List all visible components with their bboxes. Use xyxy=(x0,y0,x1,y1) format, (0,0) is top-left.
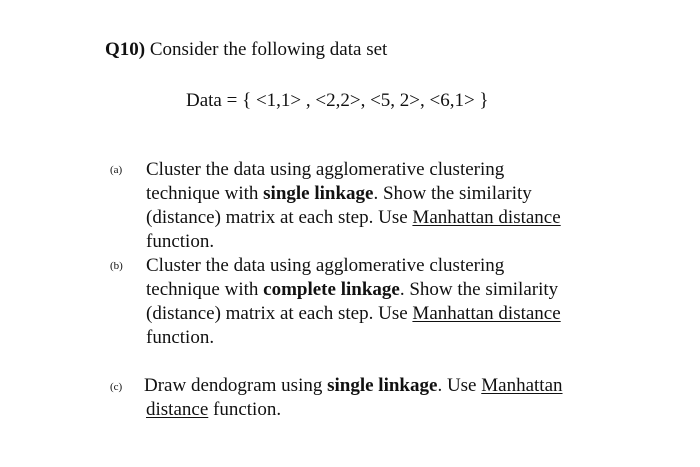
part-a-line-3-pre: (distance) matrix at each step. Use xyxy=(146,207,413,228)
part-b-bold-term: complete linkage xyxy=(263,279,400,300)
part-a xyxy=(110,158,561,254)
part-b-line-1: Cluster the data using agglomerative clustering xyxy=(146,255,505,276)
part-c-line-2 xyxy=(110,398,563,422)
part-b-line-4: function. xyxy=(146,327,215,348)
part-a-manhattan-distance: Manhattan distance xyxy=(412,207,561,228)
part-c xyxy=(110,374,563,422)
part-a-line-2-pre: technique with xyxy=(146,183,264,204)
part-a-bold-term: single linkage xyxy=(263,183,374,204)
part-c-line-1 xyxy=(110,374,563,398)
part-b xyxy=(110,254,561,350)
part-c-line-1-pre: Draw dendogram using xyxy=(144,375,328,396)
part-b-line-3 xyxy=(110,302,561,326)
part-c-line-2-post: function. xyxy=(208,399,282,420)
part-c-manhattan: Manhattan xyxy=(481,375,563,396)
part-a-line-3 xyxy=(110,206,561,230)
part-b-marker: (b) xyxy=(110,260,123,272)
part-c-marker: (c) xyxy=(110,381,123,393)
part-a-line-2 xyxy=(110,182,561,206)
part-b-line-2-pre: technique with xyxy=(146,279,264,300)
part-b-line-2-post: . Show the similarity xyxy=(399,279,559,300)
part-b-line-3-pre: (distance) matrix at each step. Use xyxy=(146,303,413,324)
part-a-line-4: function. xyxy=(146,231,215,252)
question-text: Consider the following data set xyxy=(145,39,388,60)
question-title xyxy=(105,38,387,62)
part-a-marker: (a) xyxy=(110,164,123,176)
part-c-bold-term: single linkage xyxy=(327,375,438,396)
question-number: Q10) xyxy=(105,39,146,60)
part-a-line-1: Cluster the data using agglomerative clustering xyxy=(146,159,505,180)
part-a-line-2-post: . Show the similarity xyxy=(373,183,532,204)
part-c-line-1-mid: . Use xyxy=(437,375,482,396)
part-b-line-2 xyxy=(110,278,561,302)
part-c-distance: distance xyxy=(146,399,209,420)
part-b-manhattan-distance: Manhattan distance xyxy=(412,303,561,324)
dataset-line: Data = { <1,1> , <2,2>, <5, 2>, <6,1> } xyxy=(186,90,489,111)
